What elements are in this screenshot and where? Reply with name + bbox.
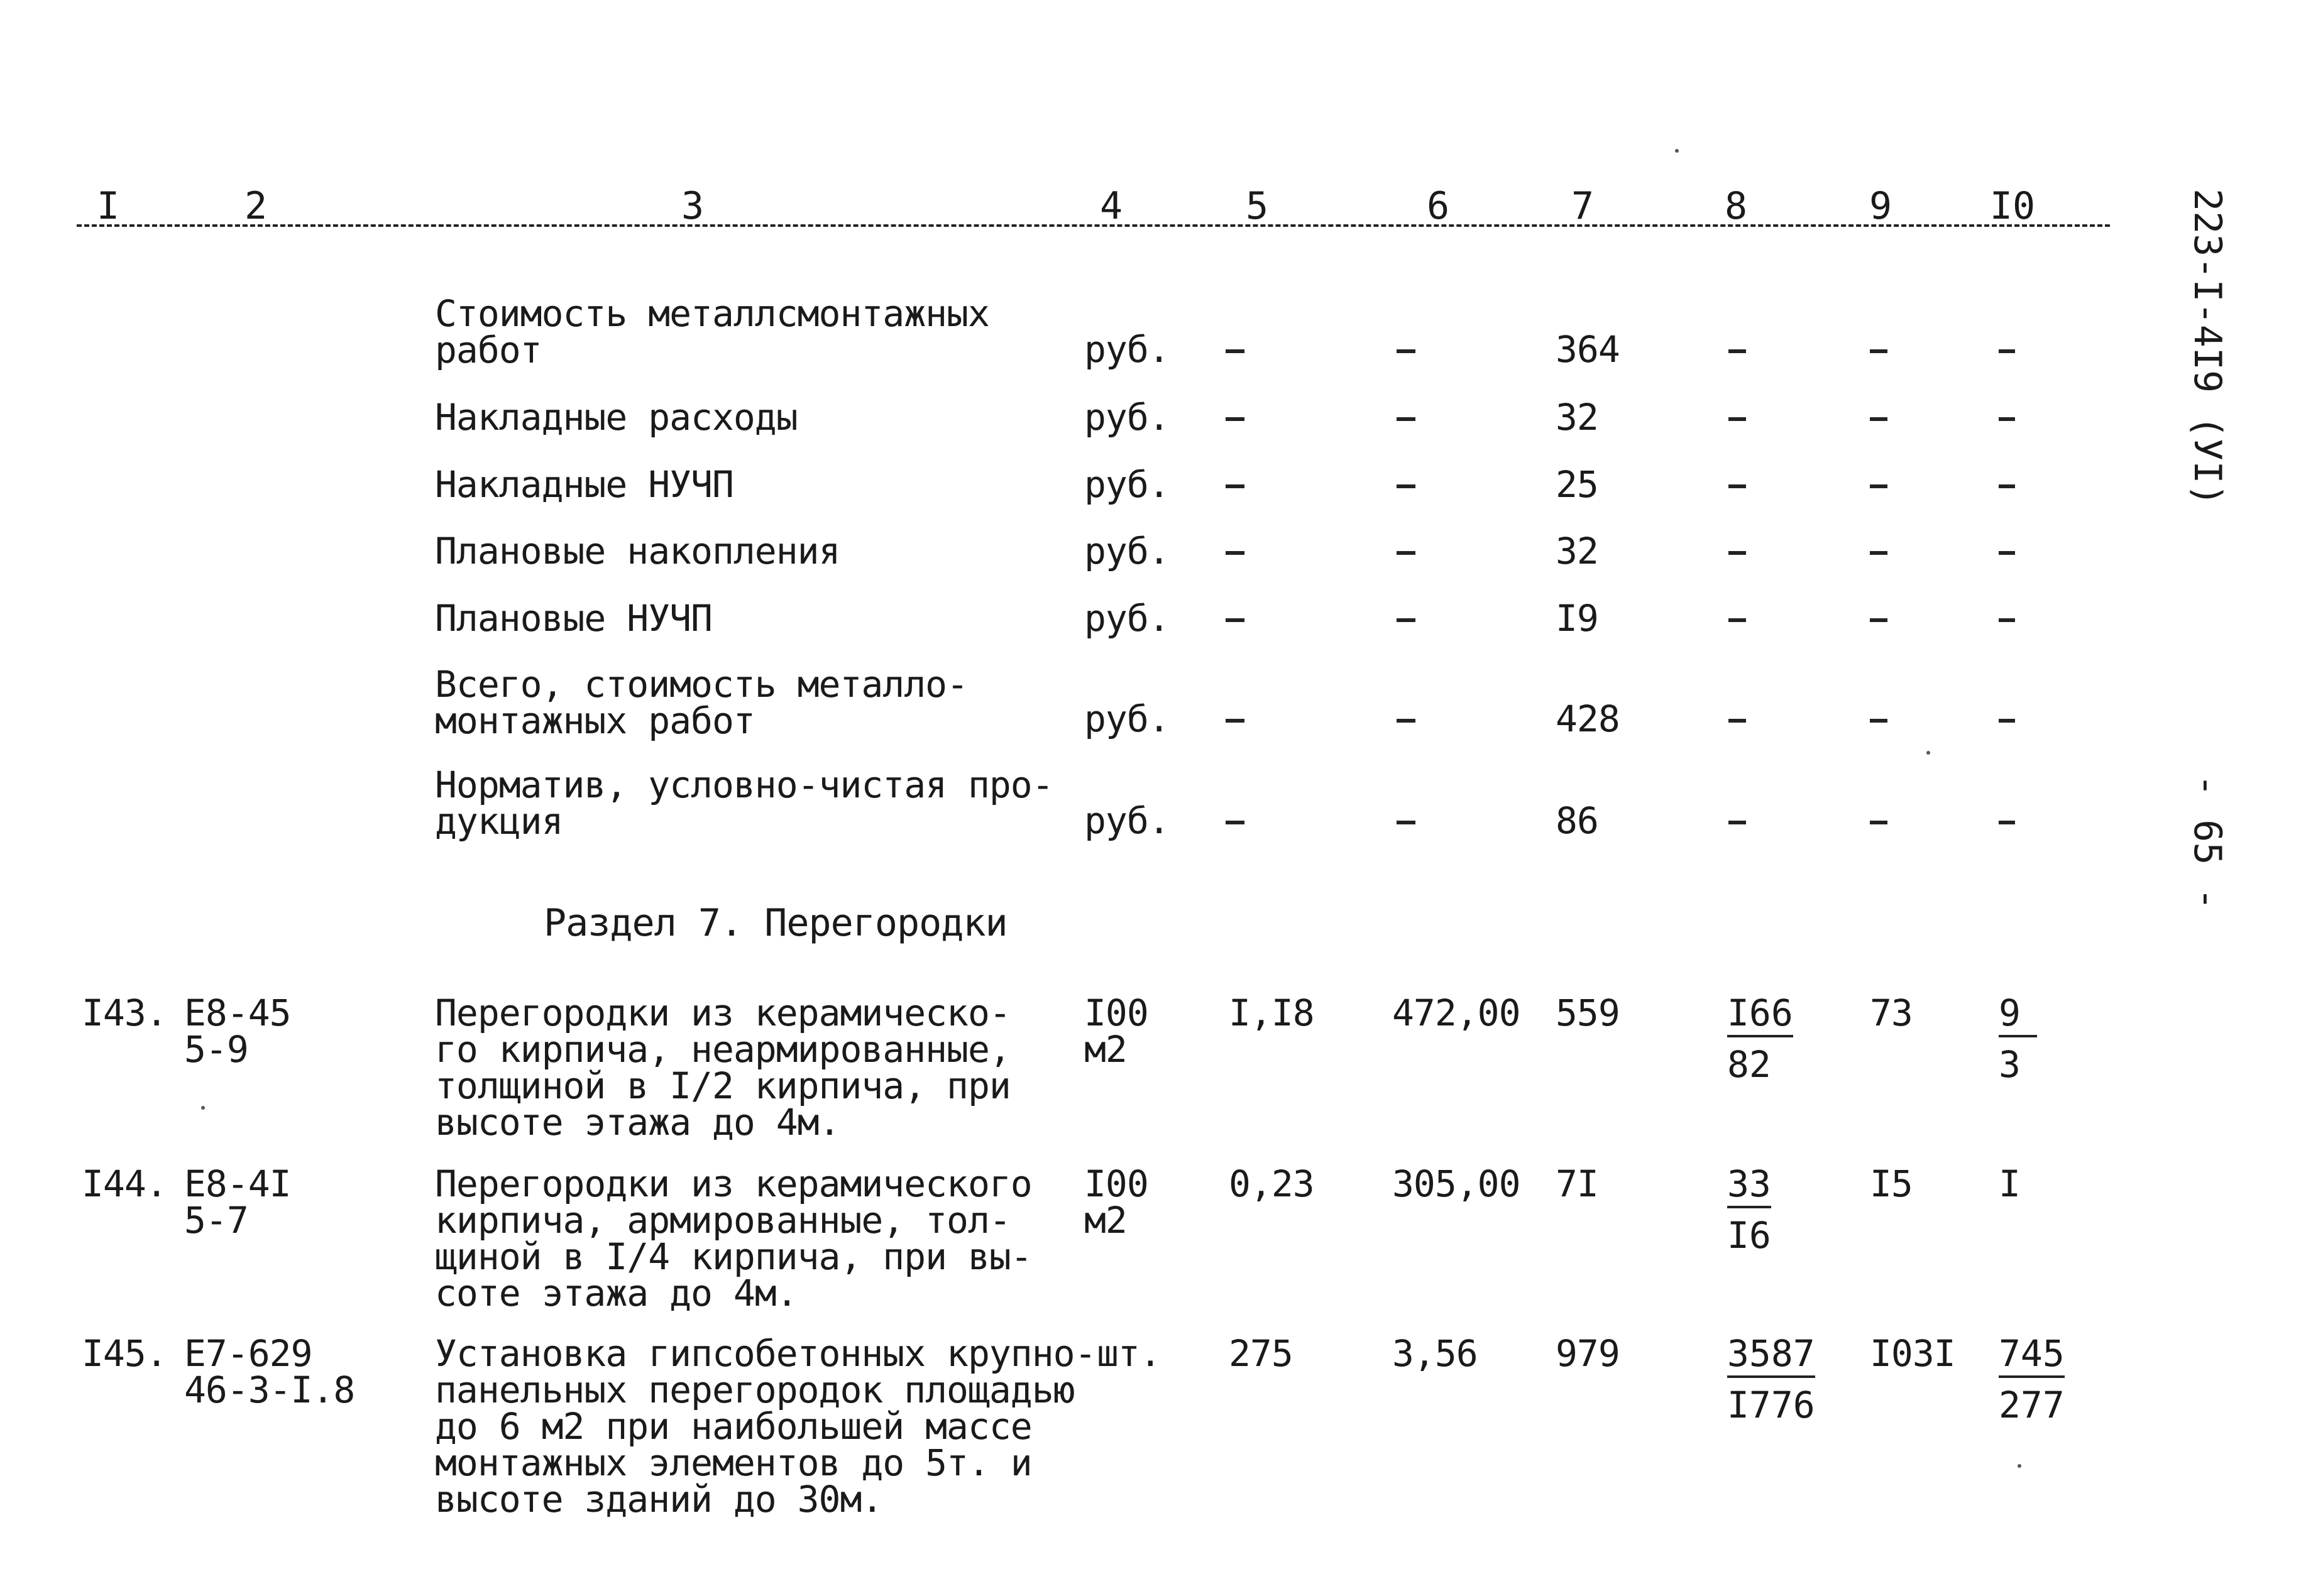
- item-code: E7-629 46-3-I.8: [184, 1332, 355, 1411]
- column-header-3: 3: [681, 184, 705, 228]
- cost-row-c6: [1397, 821, 1415, 824]
- item-description: Установка гипсобетонных крупно- панельных перегородок площадью до 6 м2 при наибольшей массе монтажных элементов до 5т. и высоте зданий до 30м.: [435, 1332, 1096, 1521]
- cost-row-c10: [1999, 551, 2015, 555]
- cost-row-description: Стоимость металлсмонтажных работ: [435, 292, 989, 371]
- cost-row-c10: [1999, 349, 2015, 353]
- cost-row-c6: [1397, 484, 1415, 488]
- cost-row-c9: [1870, 349, 1887, 353]
- scan-speck: [1926, 751, 1930, 755]
- cost-row-c9: [1870, 719, 1887, 723]
- item-total: 559: [1556, 992, 1620, 1034]
- header-divider: [77, 224, 2110, 227]
- cost-row-c8: [1728, 349, 1746, 353]
- cost-row-c9: [1870, 618, 1887, 622]
- item-col10-numerator: 9: [1999, 995, 2037, 1037]
- cost-row-c5: [1226, 349, 1244, 353]
- cost-row-unit: руб.: [1084, 799, 1170, 842]
- cost-row-c6: [1397, 551, 1415, 555]
- cost-row-c6: [1397, 349, 1415, 353]
- cost-row-c5: [1226, 821, 1244, 824]
- cost-row-c10: [1999, 821, 2015, 824]
- cost-row-description: Плановые накопления: [435, 530, 840, 572]
- item-col8-denominator: I776: [1727, 1384, 1815, 1426]
- item-quantity: I,I8: [1229, 992, 1314, 1034]
- item-col10-denominator: 3: [1999, 1043, 2021, 1086]
- cost-row-total: 32: [1556, 396, 1598, 439]
- cost-row-description: Плановые НУЧП: [435, 597, 712, 640]
- column-header-7: 7: [1571, 184, 1595, 228]
- item-number: I44.: [82, 1162, 167, 1205]
- item-number: I43.: [82, 992, 167, 1034]
- item-total: 7I: [1556, 1162, 1598, 1205]
- cost-row-total: 32: [1556, 530, 1598, 572]
- item-col8-numerator: 3587: [1727, 1335, 1815, 1378]
- scan-speck: [201, 1106, 205, 1110]
- item-number: I45.: [82, 1332, 167, 1375]
- cost-row-c10: [1999, 417, 2015, 421]
- cost-row-description: Накладные НУЧП: [435, 463, 733, 506]
- page-number: - 65 -: [2185, 774, 2229, 910]
- section-title: Раздел 7. Перегородки: [544, 901, 1008, 945]
- cost-row-c9: [1870, 551, 1887, 555]
- column-header-2: 2: [244, 184, 268, 228]
- cost-row-total: 86: [1556, 799, 1598, 842]
- cost-row-description: Норматив, условно-чистая про- дукция: [435, 763, 1053, 843]
- cost-row-unit: руб.: [1084, 530, 1170, 572]
- item-unit-price: 305,00: [1392, 1162, 1520, 1205]
- item-total: 979: [1556, 1332, 1620, 1375]
- item-unit-price: 3,56: [1392, 1332, 1478, 1375]
- column-header-5: 5: [1245, 184, 1269, 228]
- document-code-stamp: 223-I-4I9 (УI): [2185, 189, 2229, 506]
- item-unit-price: 472,00: [1392, 992, 1520, 1034]
- cost-row-c5: [1226, 551, 1244, 555]
- item-col8-denominator: I6: [1727, 1214, 1771, 1257]
- scan-speck: [2018, 1464, 2021, 1468]
- item-code: E8-45 5-9: [184, 992, 291, 1071]
- column-header-10: I0: [1989, 184, 2036, 228]
- cost-row-c10: [1999, 484, 2015, 488]
- cost-row-c6: [1397, 719, 1415, 723]
- cost-row-c8: [1728, 618, 1746, 622]
- cost-row-unit: руб.: [1084, 328, 1170, 371]
- cost-row-c6: [1397, 417, 1415, 421]
- item-unit: I00 м2: [1084, 1162, 1148, 1242]
- item-col8-denominator: 82: [1727, 1043, 1771, 1086]
- cost-row-description: Накладные расходы: [435, 396, 798, 439]
- column-header-1: I: [96, 184, 120, 228]
- item-col9: 73: [1870, 992, 1913, 1034]
- cost-row-c9: [1870, 484, 1887, 488]
- item-quantity: 275: [1229, 1332, 1293, 1375]
- cost-row-c8: [1728, 417, 1746, 421]
- cost-row-c5: [1226, 618, 1244, 622]
- cost-row-description: Всего, стоимость металло- монтажных работ: [435, 663, 968, 742]
- cost-row-total: I9: [1556, 597, 1598, 640]
- cost-row-unit: руб.: [1084, 396, 1170, 439]
- column-header-8: 8: [1724, 184, 1748, 228]
- cost-row-unit: руб.: [1084, 697, 1170, 740]
- item-description: Перегородки из керамическо- го кирпича, неармированные, толщиной в I/2 кирпича, при высоте этажа до 4м.: [435, 992, 1011, 1144]
- item-col9: I5: [1870, 1162, 1913, 1205]
- cost-row-c10: [1999, 618, 2015, 622]
- cost-row-c9: [1870, 821, 1887, 824]
- item-col10-numerator: 745: [1999, 1335, 2065, 1378]
- item-code: E8-4I 5-7: [184, 1162, 291, 1242]
- cost-row-c5: [1226, 484, 1244, 488]
- cost-row-c5: [1226, 719, 1244, 723]
- cost-row-c9: [1870, 417, 1887, 421]
- item-col10-fraction: [1999, 1332, 2065, 1426]
- cost-row-c6: [1397, 618, 1415, 622]
- cost-row-c10: [1999, 719, 2015, 723]
- cost-row-unit: руб.: [1084, 463, 1170, 506]
- column-header-9: 9: [1869, 184, 1892, 228]
- cost-row-c8: [1728, 821, 1746, 824]
- item-quantity: 0,23: [1229, 1162, 1314, 1205]
- item-col10-denominator: 277: [1999, 1384, 2065, 1426]
- item-col10-fraction: [1999, 992, 2037, 1086]
- item-unit: шт.: [1097, 1332, 1161, 1375]
- cost-row-c8: [1728, 551, 1746, 555]
- column-header-4: 4: [1099, 184, 1123, 228]
- item-col10: I: [1999, 1162, 2020, 1205]
- cost-row-unit: руб.: [1084, 597, 1170, 640]
- cost-row-total: 364: [1556, 328, 1620, 371]
- item-col8-fraction: [1727, 992, 1793, 1086]
- cost-row-total: 25: [1556, 463, 1598, 506]
- item-col8-numerator: I66: [1727, 995, 1793, 1037]
- item-description: Перегородки из керамического кирпича, армированные, тол- щиной в I/4 кирпича, при вы- соте этажа до 4м.: [435, 1162, 1032, 1315]
- cost-row-c5: [1226, 417, 1244, 421]
- item-col8-numerator: 33: [1727, 1166, 1771, 1208]
- item-col8-fraction: [1727, 1162, 1771, 1257]
- item-unit: I00 м2: [1084, 992, 1148, 1071]
- item-col8-fraction: [1727, 1332, 1815, 1426]
- scan-speck: [1675, 149, 1679, 153]
- item-col9: I03I: [1870, 1332, 1955, 1375]
- column-header-6: 6: [1426, 184, 1450, 228]
- cost-row-total: 428: [1556, 697, 1620, 740]
- cost-row-c8: [1728, 484, 1746, 488]
- cost-row-c8: [1728, 719, 1746, 723]
